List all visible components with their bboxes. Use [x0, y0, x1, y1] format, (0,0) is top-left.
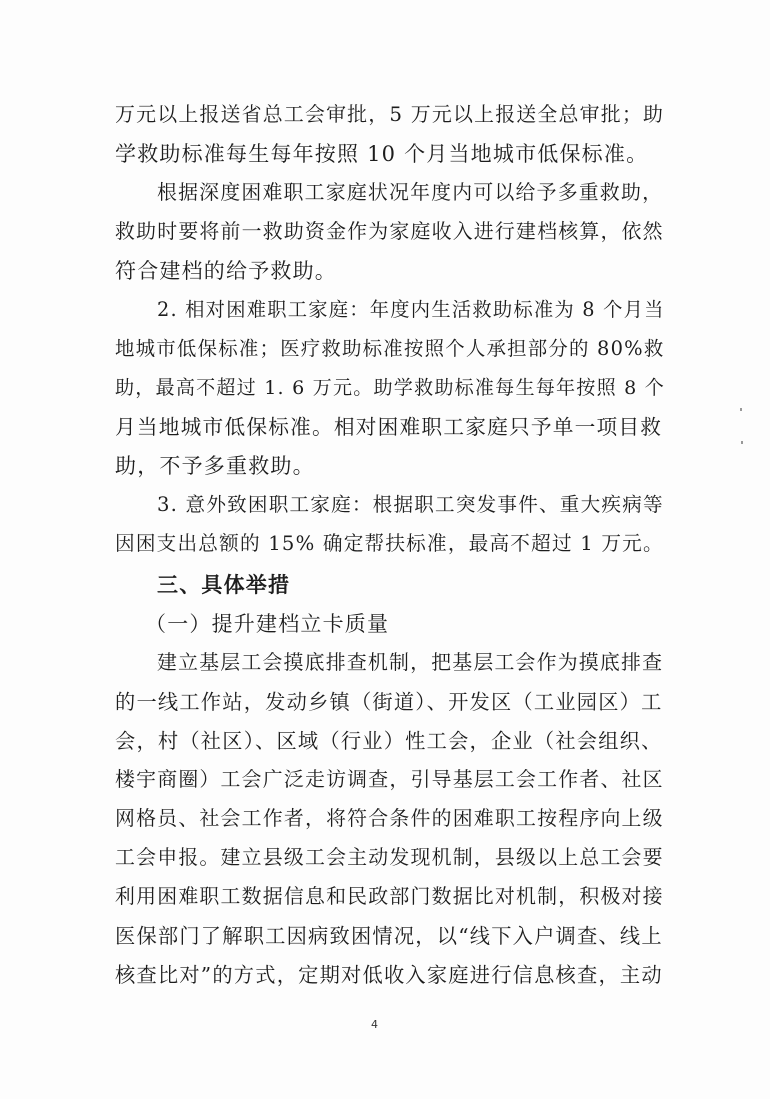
- paragraph-first-line: 根据深度困难职工家庭状况年度内可以给予多重救助，: [157, 181, 664, 204]
- text-line: 的一线工作站，发动乡镇（街道）、开发区（工业园区）工: [115, 690, 663, 714]
- text-line: 符合建档的给予救助。: [115, 259, 337, 283]
- scan-speck: [740, 408, 742, 411]
- text-line: 助，最高不超过 1. 6 万元。助学救助标准每生每年按照 8 个: [115, 377, 665, 399]
- paragraph-first-line: 建立基层工会摸底排查机制，把基层工会作为摸底排查: [157, 651, 664, 674]
- text-line: 因困支出总额的 15% 确定帮扶标准，最高不超过 1 万元。: [115, 532, 664, 555]
- text-line: 会，村（社区）、区域（行业）性工会，企业（社会组织、: [115, 729, 663, 753]
- text-line: 助，不予多重救助。: [115, 454, 315, 478]
- text-line: 地城市低保标准；医疗救助标准按照个人承担部分的 80%救: [115, 337, 665, 360]
- text-line: 救助时要将前一救助资金作为家庭收入进行建档核算，依然: [115, 220, 664, 243]
- text-line: 楼宇商圈）工会广泛走访调查，引导基层工会工作者、社区: [115, 768, 664, 791]
- page-number: 4: [371, 1018, 378, 1031]
- subsection-heading: （一）提升建档立卡质量: [145, 612, 390, 636]
- text-line: 月当地城市低保标准。相对困难职工家庭只予单一项目救: [115, 415, 663, 439]
- text-line: 利用困难职工数据信息和民政部门数据比对机制，积极对接: [115, 885, 664, 908]
- scan-speck: [741, 441, 743, 444]
- text-line: 万元以上报送省总工会审批，5 万元以上报送全总审批；助: [115, 103, 665, 126]
- text-line: 工会申报。建立县级工会主动发现机制，县级以上总工会要: [115, 846, 664, 869]
- text-line: 网格员、社会工作者，将符合条件的困难职工按程序向上级: [115, 807, 664, 830]
- paragraph-first-line: 3. 意外致困职工家庭：根据职工突发事件、重大疾病等: [157, 493, 664, 516]
- text-line: 核查比对”的方式，定期对低收入家庭进行信息核查，主动: [115, 963, 663, 987]
- paragraph-first-line: 2. 相对困难职工家庭：年度内生活救助标准为 8 个月当: [157, 298, 665, 321]
- text-line: 学救助标准每生每年按照 10 个月当地城市低保标准。: [115, 142, 649, 166]
- text-line: 医保部门了解职工因病致困情况，以“线下入户调查、线上: [115, 924, 663, 948]
- section-heading: 三、具体举措: [157, 573, 291, 597]
